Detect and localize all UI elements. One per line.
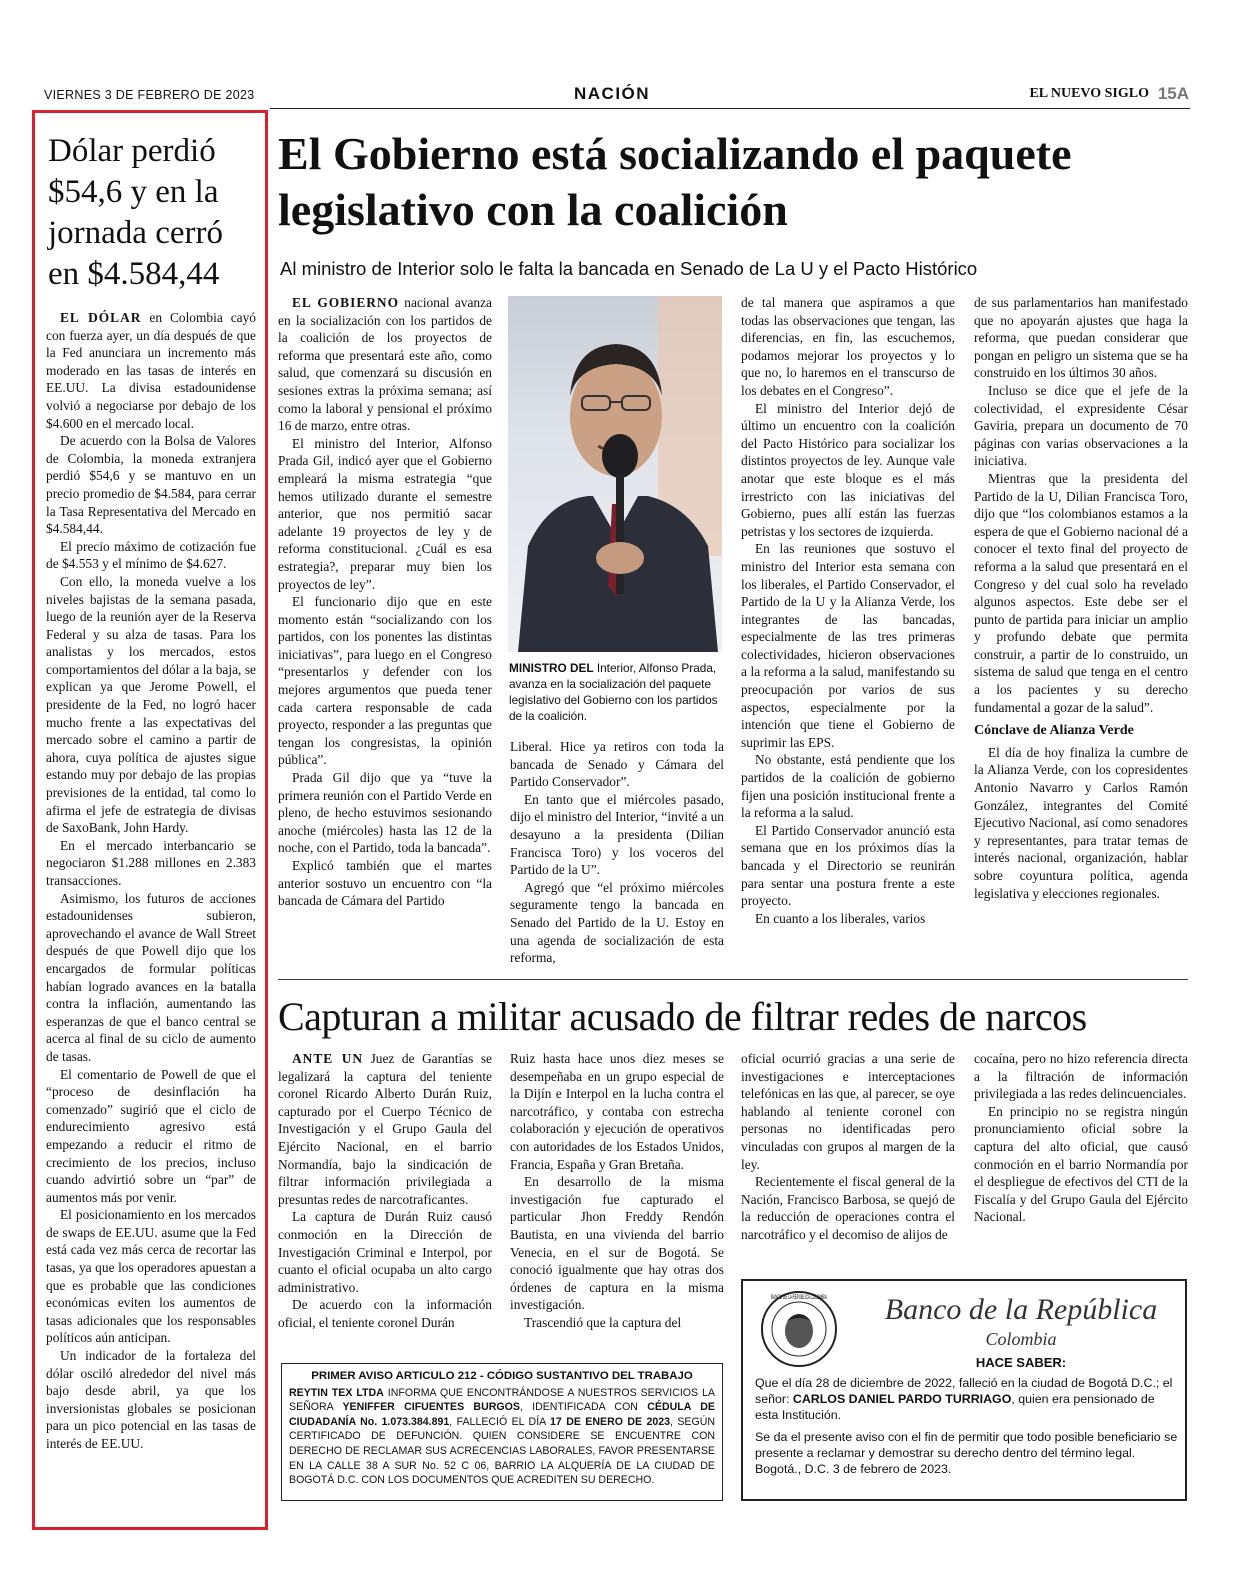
story1-paragraph: En tanto que el miércoles pasado, dijo el ministro del Interior, “invité a un desayuno a la presidenta (Dilian Francisca Toro) y los voceros del Partido de la U”. <box>510 791 724 878</box>
minister-illustration <box>508 296 722 652</box>
story2-col3 <box>741 1050 955 1260</box>
bank-name: Banco de la República <box>884 1293 1158 1326</box>
bank-seal <box>759 1289 880 1369</box>
newspaper-name: EL NUEVO SIGLO <box>1029 86 1149 101</box>
story2-paragraph: De acuerdo con la información oficial, el teniente coronel Durán <box>278 1297 492 1330</box>
story1-paragraph: El ministro del Interior dejó de último un encuentro con la coalición del Pacto Histórico para socializar los distintos proyectos de ley. Aunque vale anotar que este bloque es el más irrestricto con las iniciativas del Gobierno, pues allí están las fuerzas petristas y los sectores de izquierda. <box>741 400 955 539</box>
story1-paragraph: Incluso se dice que el jefe de la colectividad, el expresidente César Gaviria, prepara un documento de 70 páginas con varias observaciones a la iniciativa. <box>974 382 1188 469</box>
notice-text: Que el día 28 de diciembre de 2022, falleció en la ciudad de Bogotá D.C.; el señor: CARLOS DANIEL PARDO TURRIAGO, quien era pensionado de esta Institución. <box>755 1376 1173 1422</box>
notice-title: PRIMER AVISO ARTICULO 212 - CÓDIGO SUSTANTIVO DEL TRABAJO <box>311 1370 693 1382</box>
story2-lead: ANTE UN <box>292 1051 364 1066</box>
story2-paragraph: En principio no se registra ningún pronunciamiento oficial sobre la captura del alto oficial, que causó conmoción en el barrio Normandía por el despliegue de efectivos del CTI de la Fiscalía y del Grupo Gaula del Ejército Nacional. <box>974 1103 1188 1225</box>
seal-text: BANCO DE LA REPÚBLICA COLOMBIA <box>771 1295 880 1301</box>
bank-notice-body <box>755 1375 1179 1477</box>
sidebar-paragraph: El comentario de Powell de que el “proceso de desinflación ha comenzado” sugirió que el ciclo de endurecimiento agresivo está empezando a reducir el ritmo de crecimiento de los precios, incluso cuando advirtió sobre un “par” de aumentos más por venir. <box>46 1066 256 1205</box>
photo-caption: MINISTRO DEL Interior, Alfonso Prada, avanza en la socialización del paquete legislativo del Gobierno con los partidos de la coalición. <box>509 661 718 723</box>
story1-paragraph: Liberal. Hice ya retiros con toda la bancada de Senado y Cámara del Partido Conservador”. <box>510 739 724 790</box>
bank-seal-icon <box>759 1289 880 1369</box>
story1-paragraph: El ministro del Interior, Alfonso Prada Gil, indicó ayer que el Gobierno empleará la misma estrategia “que hemos utilizado durante el semestre anterior, que nos permitió sacar adelante 19 proyectos de ley y de reforma constitucional. ¿Cuál es esa estrategia?, preparar muy bien los proyectos de ley”. <box>278 435 492 592</box>
sidebar-paragraph: De acuerdo con la Bolsa de Valores de Colombia, la moneda extranjera perdió $54,6 y se mantuvo en un precio promedio de $4.584, para cerrar la Tasa Representativa del Mercado en $4.584,44. <box>46 433 256 537</box>
story1-paragraph: de tal manera que aspiramos a que todas las observaciones que tengan, las diferencias, en fin, las escuchemos, podamos mejorar los proyectos y lo que no, lo haremos en el transcurso de los debates en el Congreso”. <box>741 295 955 398</box>
sidebar-title: Dólar perdió $54,6 y en la jornada cerró en $4.584,44 <box>48 133 223 292</box>
story1-paragraph: Prada Gil dijo que ya “tuve la primera reunión con el Partido Verde en pleno, de hecho estuvimos sesionando anoche (miércoles) hasta las 12 de la noche, con el Partido, toda la bancada”. <box>278 770 492 856</box>
caption-lead: MINISTRO DEL <box>509 661 594 675</box>
minister-photo <box>508 296 722 652</box>
story1-col1 <box>278 294 492 964</box>
story2-paragraph: ANTE UN Juez de Garantías se legalizará la captura del teniente coronel Ricardo Alberto Durán Ruiz, capturado por el Cuerpo Técnico de Investigación y el Grupo Gaula del Ejército Nacional, en el barrio Normandía, bajo la sindicación de filtrar información privilegiada a presuntas redes de narcotraficantes. <box>278 1051 492 1207</box>
story2-col1 <box>278 1050 492 1350</box>
story-divider <box>278 979 1188 980</box>
story1-col3 <box>741 294 955 964</box>
sidebar-paragraph: Asimismo, los futuros de acciones estadounidenses subieron, aprovechando el avance de Wall Street después de que Powell dijo que los encargados de formular políticas habían logrado avances en la batalla contra la inflación, aumentando las esperanzas de que el banco central se acerca al final de su ciclo de aumento de tasas. <box>46 890 256 1064</box>
story1-paragraph: Agregó que “el próximo miércoles seguramente tengo la bancada en Senado del Partido de la U. Estoy en una agenda de socialización de esta reforma, <box>510 879 724 966</box>
story2-paragraph: cocaína, pero no hizo referencia directa a la filtración de información privilegiada a las redes delincuenciales. <box>974 1051 1188 1102</box>
story1-lead: EL GOBIERNO <box>292 295 400 310</box>
header-rule <box>270 108 1190 109</box>
story1-paragraph: No obstante, está pendiente que los partidos de la coalición de gobierno fijen una posición institucional frente a la reforma a la salud. <box>741 752 955 821</box>
sidebar-lead: EL DÓLAR <box>60 310 142 325</box>
story2-paragraph: oficial ocurrió gracias a una serie de investigaciones e interceptaciones telefónicas en las que, al parecer, se oye hablando al teniente coronel con personas no identificadas pero vinculadas con grupos al margen de la ley. <box>741 1051 955 1172</box>
story1-col2 <box>510 738 724 968</box>
story1-paragraph: El funcionario dijo que en este momento están “socializando con los partidos, con los ponentes las distintas iniciativas”, para luego en el Congreso “presentarlos y defender con los mejores argumentos que pueda tener cada cartera responsable de cada proyecto, responder a las preguntas que tengan los congresistas, la opinión pública”. <box>278 594 492 768</box>
story2-paragraph: Recientemente el fiscal general de la Nación, Francisco Barbosa, se quejó de la reducción de operaciones contra el narcotráfico y el decomiso de alijos de <box>741 1174 955 1242</box>
story1-subhead: Cónclave de Alianza Verde <box>974 723 1134 739</box>
section-name: NACIÓN <box>574 84 651 103</box>
story1-paragraph: En cuanto a los liberales, varios <box>755 910 926 926</box>
story2-paragraph: Ruiz hasta hace unos diez meses se desempeñaba en un grupo especial de la Dijín e Interpol en la lucha contra el narcotráfico, y contaba con estrecha colaboración y ejecución de operativos con autoridades de los Estados Unidos, Francia, España y Gran Bretaña. <box>510 1051 724 1172</box>
sidebar-paragraph: Con ello, la moneda vuelve a los niveles bajistas de la semana pasada, luego de la reunión ayer de la Reserva Federal y su alza de tasas. Para los analistas y los mercados, estos comportamientos del dólar a la baja, se explican ya que Jerome Powell, el presidente de la Fed, no logró hacer mucho frente a las expectativas del mercado sobre el camino a partir de ahora, cuya política de ajustes sigue estando muy por debajo de las propias previsiones de la entidad, tal como lo afirma el jefe de estrategia de divisas de SaxoBank, John Hardy. <box>46 573 256 836</box>
story1-col4 <box>974 294 1188 964</box>
bank-country: Colombia <box>985 1329 1057 1349</box>
sidebar-paragraph: El posicionamiento en los mercados de swaps de EE.UU. asume que la Fed está cada vez más cerca de recortar las tasas, ya que los operadores apuestan a que es probable que las condiciones económicas eviten los aumentos de tasas adicionales que los responsables políticos aún anticipan. <box>46 1207 256 1346</box>
story1-headline: El Gobierno está socializando el paquete legislativo con la coalición <box>278 128 1072 235</box>
sidebar-paragraph: En el mercado interbancario se negociaron $1.288 millones en 2.383 transacciones. <box>46 837 256 888</box>
page-number: 15A <box>1157 84 1189 103</box>
sidebar-paragraph: El precio máximo de cotización fue de $4.553 y el mínimo de $4.627. <box>46 538 256 572</box>
sidebar-paragraph: EL DÓLAR en Colombia cayó con fuerza ayer, un día después de que la Fed anunciara un incremento más moderado en las tasas de interés en EE.UU. La divisa estadounidense volvió a negociarse por debajo de los $4.600 en el mercado local. <box>46 310 256 431</box>
labor-notice <box>281 1363 723 1501</box>
notice-body: REYTIN TEX LTDA INFORMA QUE ENCONTRÁNDOSE A NUESTROS SERVICIOS LA SEÑORA YENIFFER CIFUENTES BURGOS, IDENTIFICADA CON CÉDULA DE CIUDADANÍA No. 1.073.384.891, FALLECIÓ EL DÍA 17 DE ENERO DE 2023, SEGÚN CERTIFICADO DE DEFUNCIÓN. QUIEN CONSIDERE SE ENCUENTRE CON DERECHO DE RECLAMAR SUS ACRECENCIAS LABORALES, FAVOR PRESENTARSE EN LA CALLE 38 A SUR No. 52 C 06, BARRIO LA ALQUERÍA DE LA CIUDAD DE BOGOTÁ D.C. CON LOS DOCUMENTOS QUE ACREDITEN SU DERECHO. <box>289 1386 716 1487</box>
story1-paragraph: Mientras que la presidenta del Partido de la U, Dilian Francisca Toro, dijo que “los colombianos estamos a la espera de que el Gobierno nacional dé a conocer el texto final del proyecto de reforma a la salud que presentará en el Congreso y del cual solo ha revelado algunos aspectos. Este debe ser el punto de partida para iniciar un amplio y profundo debate que permita construir, a partir de lo construido, un sistema de salud que tenga en el centro a los pacientes y su derecho fundamental a gozar de la salud”. <box>974 470 1188 715</box>
story2-headline: Capturan a militar acusado de filtrar redes de narcos <box>278 994 1087 1039</box>
story2-col4 <box>974 1050 1188 1260</box>
story2-paragraph: Trascendió que la captura del <box>524 1314 682 1330</box>
story2-col2 <box>510 1050 724 1350</box>
bank-notice <box>741 1279 1187 1501</box>
sidebar-box <box>32 110 268 1530</box>
story1-paragraph: El día de hoy finaliza la cumbre de la Alianza Verde, con los copresidentes Antonio Navarro y Carlos Ramón González, integrantes del Comité Ejecutivo Nacional, así como senadores y representantes, para tratar temas de interés nacional, organización, hablar sobre coyuntura política, agenda legislativa y elecciones regionales. <box>974 744 1188 901</box>
story1-paragraph: EL GOBIERNO nacional avanza en la socialización con los partidos de la coalición de los proyectos de reforma que presentará este año, como salud, que comenzará su discusión en sesiones extras la próxima semana; así como la laboral y pensional el próximo 16 de marzo, entre otras. <box>278 295 492 434</box>
story1-paragraph: El Partido Conservador anunció esta semana que en los próximos días la bancada y el Directorio se reunirán para sentar una postura frente a este proyecto. <box>741 822 955 909</box>
story1-deck: Al ministro de Interior solo le falta la bancada en Senado de La U y el Pacto Histórico <box>280 258 978 279</box>
issue-date: VIERNES 3 DE FEBRERO DE 2023 <box>44 88 255 102</box>
story1-paragraph: de sus parlamentarios han manifestado que no apoyarán ajustes que haga la reforma, que puedan considerar que pongan en peligro un sistema que se ha construido en los últimos 30 años. <box>974 295 1188 381</box>
notice-date: Bogotá., D.C. 3 de febrero de 2023. <box>755 1462 952 1476</box>
story2-paragraph: La captura de Durán Ruiz causó conmoción en la Dirección de Investigación Criminal e Interpol, por cuanto el oficial ocupaba un alto cargo administrativo. <box>278 1209 492 1295</box>
page-header <box>44 84 1189 104</box>
story1-paragraph: En las reuniones que sostuvo el ministro del Interior esta semana con los liberales, el Partido Conservador, el Partido de la U y la Alianza Verde, los integrantes de las bancadas, especialmente de las tres primeras colectividades, hicieron observaciones a la reforma a la salud, manifestando su preocupación por varios de sus aspectos, especialmente por la intención que tiene el Gobierno de suprimir las EPS. <box>741 541 955 750</box>
sidebar-paragraph: Un indicador de la fortaleza del dólar osciló alrededor del nivel más bajo desde abril, ya que los inversionistas globales se posicionan para un pico potencial en las tasas de interés de EE.UU. <box>46 1348 256 1451</box>
hace-saber: HACE SABER: <box>975 1355 1067 1370</box>
notice-text: Se da el presente aviso con el fin de permitir que todo posible beneficiario se presente a reclamar y demostrar su derecho dentro del término legal. <box>755 1430 1178 1460</box>
story1-paragraph: Explicó también que el martes anterior sostuvo un encuentro con “la bancada de Cámara del Partido <box>278 858 492 909</box>
story2-paragraph: En desarrollo de la misma investigación fue capturado el particular Jhon Freddy Rendón Bautista, en una vivienda del barrio Venecia, en el sur de Bogotá. Se conoció igualmente que hay otras dos órdenes de captura en la misma investigación. <box>510 1174 724 1313</box>
